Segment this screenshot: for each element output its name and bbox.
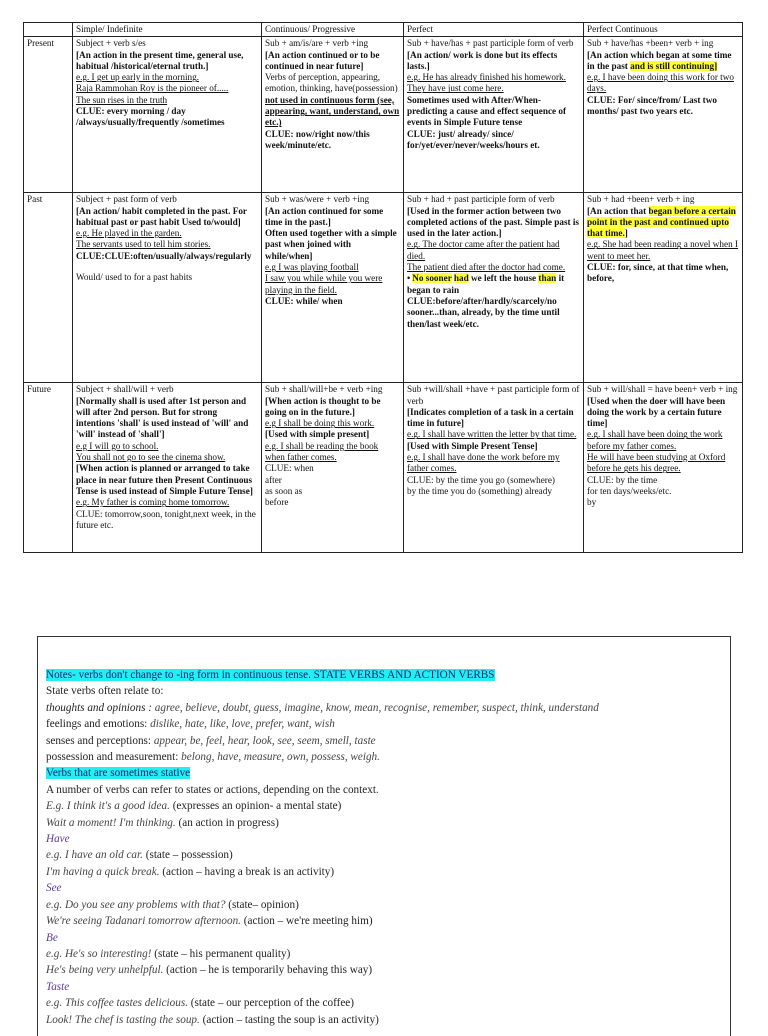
cell-future-perfect [404,383,584,553]
cell-present-simple [73,37,262,193]
note: not used in continuous form (see, appearing, want, understand, own etc.) [265,94,400,128]
example: e.g. I shall be reading the book when father comes. [265,440,379,463]
notes-example: Wait a moment! I'm thinking. (an action in progress) [46,816,279,829]
example: e.g. I shall have written the letter by that time. [407,429,577,440]
notes-thoughts: thoughts and opinions : agree, believe, doubt, guess, imagine, know, mean, recognise, remember, suspect, think, understand [46,701,599,714]
row-label-future: Future [24,383,73,553]
clue: CLUE: now/right now/this week/minute/etc. [265,128,370,150]
example: e.g I will go to school. [76,440,159,451]
notes-example: Look! The chef is tasting the soup. (action – tasting the soup is an activity) [46,1013,379,1026]
usage: [Normally shall is used after 1st person and will after 2nd person. But for strong intentions 'shall' is used instead of 'will' and 'will' instead of 'shall'] [76,395,249,440]
clue: CLUE: For/ since/from/ Last two months/ past two years etc. [587,94,717,117]
clue: for ten days/weeks/etc. [587,485,672,496]
cell-past-perfect-continuous [584,193,743,383]
example-no-sooner: • No sooner had we left the house than it began to rain [407,273,580,296]
note: Would/ used to for a past habits [76,272,193,283]
highlight: and is still continuing] [630,60,718,71]
cell-past-simple [73,193,262,383]
usage: [An action/ habit completed in the past. For habitual past or past habit Used to/would] [76,205,247,227]
formula: Sub +will/shall +have + past participle form of verb [407,384,580,406]
example: You shall not go to see the cinema show. [76,452,226,463]
example: e.g I shall be doing this work. [265,418,375,429]
usage: [An action continued for some time in the past.] [265,205,384,227]
clue: CLUE: just/ already/ since/ for/yet/ever/never/weeks/hours et. [407,128,540,150]
notes-verb-see: See [46,882,62,895]
formula: Subject + verb s/es [76,38,146,49]
header-perfect-continuous: Perfect Continuous [584,23,743,37]
example: I saw you while while you were playing in the field. [265,273,383,295]
clue: after [265,474,282,485]
example: He will have been studying at Oxford before he gets his degree. [587,452,726,474]
example: e.g. I shall have done the work before my father comes. [407,452,560,474]
notes-heading: Notes- verbs don't change to -ing form in continuous tense. STATE VERBS AND ACTION VERBS [46,669,495,681]
clue: CLUE: every morning / day /always/usually/frequently /sometimes [76,106,225,128]
note: Sometimes used with After/When- predicting a cause and effect sequence of events in Simple Future tense [407,94,567,128]
usage: [An action in the present time, general use, habitual /historical/eternal truth.] [76,49,244,71]
example: The servants used to tell him stories. [76,239,211,250]
notes-senses: senses and perceptions: appear, be, feel, hear, look, see, seem, smell, taste [46,734,376,747]
clue: CLUE: when [265,463,314,474]
header-blank [24,23,73,37]
row-present [24,37,743,193]
note: [Used with Simple Present Tense] [407,440,538,451]
clue: CLUE: for, since, at that time when, before, [587,262,729,284]
note: Verbs of perception, appearing, emotion, thinking, have(possession) [265,72,398,94]
note: [When action is planned or arranged to take place in near future then Present Continuous Tense is used instead of Simple Future Tense] [76,463,253,496]
formula: Sub + am/is/are + verb +ing [265,38,369,49]
notes-example: He's being very unhelpful. (action – he is temporarily behaving this way) [46,964,373,977]
formula: Subject + shall/will + verb [76,384,174,395]
example: e.g. I shall have been doing the work before my father comes. [587,429,723,451]
tense-table [23,22,743,553]
notes-possession: possession and measurement: belong, have, measure, own, possess, weigh. [46,751,380,764]
formula: Sub + have/has +been+ verb + ing [587,38,714,49]
usage: [An action that began before a certain point in the past and continued upto that time.] [587,205,736,239]
example: e.g. I get up early in the morning. [76,72,199,83]
usage: [When action is thought to be going on in the future.] [265,395,381,417]
usage: [Used in the former action between two completed actions of the past. Simple past is used in the later action.] [407,205,580,239]
example: Raja Rammohan Roy is the pioneer of..... [76,83,229,94]
notes-example: I'm having a quick break. (action – having a break is an activity) [46,865,335,878]
highlight: began before a certain point in the past and continued upto that time. [587,205,736,239]
usage: [Indicates completion of a task in a certain time in future] [407,406,574,429]
formula: Subject + past form of verb [76,194,177,205]
clue: before [265,497,289,508]
row-past [24,193,743,383]
clue: as soon as [265,485,303,496]
example: e.g. I have been doing this work for two days. [587,72,734,94]
cell-future-perfect-continuous [584,383,743,553]
clue: by [587,497,597,508]
header-perfect: Perfect [404,23,584,37]
note: [Used with simple present] [265,429,370,440]
header-simple: Simple/ Indefinite [73,23,262,37]
cell-present-continuous [262,37,404,193]
formula: Sub + had +been+ verb + ing [587,194,695,205]
notes-example: e.g. Do you see any problems with that? (state– opinion) [46,898,299,911]
cell-future-simple [73,383,262,553]
clue: CLUE: by the time you go (somewhere) [407,474,555,485]
example: The sun rises in the truth [76,94,168,105]
example: They have just come here. [407,83,504,94]
clue: CLUE: tomorrow,soon, tonight,next week, in the future etc. [76,508,256,530]
formula: Sub + will/shall = have been+ verb + ing [587,384,738,395]
cell-present-perfect [404,37,584,193]
clue: by the time you do (something) already [407,485,552,496]
notes-example: e.g. This coffee tastes delicious. (state – our perception of the coffee) [46,997,354,1010]
example: e.g. He has already finished his homework. [407,72,566,83]
notes-feelings: feelings and emotions: dislike, hate, like, love, prefer, want, wish [46,718,335,731]
notes-context: A number of verbs can refer to states or actions, depending on the context. [46,783,379,796]
formula: Sub + had + past participle form of verb [407,194,555,205]
notes-example: E.g. I think it's a good idea. (expresses an opinion- a mental state) [46,800,342,813]
notes-example: e.g. He's so interesting! (state – his permanent quality) [46,947,291,960]
notes-intro: State verbs often relate to: [46,685,164,698]
notes-verb-taste: Taste [46,980,70,993]
clue: CLUE: while/ when [265,295,343,306]
usage: [An action/ work is done but its effects lasts.] [407,49,558,71]
notes-box [37,636,731,1036]
example: e.g. She had been reading a novel when I went to meet her. [587,239,739,261]
example: e.g. My father is coming home tomorrow. [76,497,230,508]
notes-verb-be: Be [46,931,58,944]
row-future [24,383,743,553]
cell-past-perfect [404,193,584,383]
formula: Sub + have/has + past participle form of verb [407,38,574,49]
row-label-present: Present [24,37,73,193]
clue: CLUE:CLUE:often/usually/always/regularly [76,250,252,261]
usage: [An action continued or to be continued in near future] [265,49,380,71]
formula: Sub + shall/will+be + verb +ing [265,384,383,395]
cell-future-continuous [262,383,404,553]
notes-verb-have: Have [46,833,70,846]
usage: [Used when the doer will have been doing the work by a certain future time] [587,395,726,429]
clue: CLUE:before/after/hardly/scarcely/no sooner...than, already, by the time until then/last week/etc. [407,295,560,329]
header-continuous: Continuous/ Progressive [262,23,404,37]
notes-stative-heading: Verbs that are sometimes stative [46,767,191,780]
example: e.g. He played in the garden. [76,228,182,239]
header-row [24,23,743,37]
notes-example: e.g. I have an old car. (state – possession) [46,849,233,862]
note: Often used together with a simple past when joined with while/when] [265,228,397,261]
notes-example: We're seeing Tadanari tomorrow afternoon. (action – we're meeting him) [46,915,373,928]
usage: [An action which began at some time in the past and is still continuing] [587,49,732,71]
row-label-past: Past [24,193,73,383]
clue: CLUE: by the time [587,474,658,485]
example: The patient died after the doctor had come. [407,262,566,273]
cell-past-continuous [262,193,404,383]
cell-present-perfect-continuous [584,37,743,193]
example: e.g. The doctor came after the patient had died. [407,239,560,261]
example: e.g I was playing football [265,262,359,273]
formula: Sub + was/were + verb +ing [265,194,370,205]
